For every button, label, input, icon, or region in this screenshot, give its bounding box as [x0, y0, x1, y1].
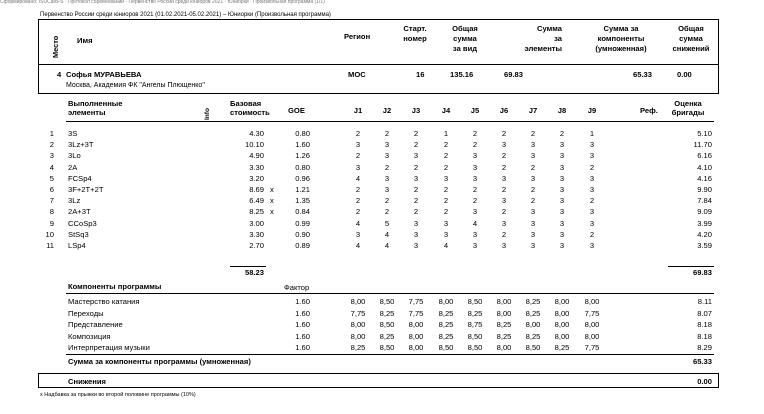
- judge-grade: 3: [559, 196, 565, 206]
- element-code: 3Lo: [68, 151, 81, 161]
- component-judge-mark: 8,00: [408, 320, 424, 330]
- judge-grade: 2: [384, 207, 390, 217]
- skater-club: Москва, Академия ФК "Ангелы Плющенко": [66, 82, 205, 89]
- judge-grade: 3: [501, 218, 507, 228]
- element-goe: 1.21: [295, 185, 310, 194]
- element-number: 7: [49, 196, 54, 206]
- elements-header-rule: [66, 121, 714, 122]
- components-sum-rule: [66, 354, 714, 355]
- element-code: 3S: [68, 129, 78, 138]
- judge-grade: 3: [559, 151, 565, 161]
- element-panel-score: 3.59: [697, 241, 712, 250]
- judge-grade: 2: [589, 162, 595, 172]
- element-goe: 0.80: [295, 162, 310, 172]
- judge-grade: 2: [384, 129, 390, 138]
- document-subtitle: Первенство России среди юниоров 2021 (01.02.2021-05.02.2021) – Юниорки (Произвольная программа): [40, 12, 331, 18]
- element-base-value: 8.25: [249, 207, 264, 217]
- col-components-sum: Сумма за компоненты (умноженная): [595, 24, 647, 53]
- top-strip: Сформировано: ISUCalcFS · Протокол соревнований · Первенство России среди юниоров 2021 · Юниорки · Произвольная программа (1/1): [0, 0, 325, 5]
- element-number: 1: [49, 129, 54, 138]
- judge-grade: 1: [589, 129, 595, 138]
- header-top-rule: [38, 19, 719, 20]
- judge-grade: 4: [472, 218, 478, 228]
- component-judge-mark: 8,25: [525, 308, 541, 318]
- judge-grade: 2: [355, 151, 361, 161]
- deductions-label: Снижения: [68, 377, 106, 386]
- skater-bottom-rule: [38, 93, 719, 94]
- judge-grade: 4: [355, 241, 361, 250]
- element-base-value: 3.30: [249, 229, 264, 239]
- judge-grade: 3: [472, 151, 478, 161]
- component-judge-mark: 8,50: [379, 320, 395, 330]
- element-panel-score: 11.70: [693, 140, 712, 150]
- component-name: Интерпретация музыки: [68, 343, 150, 353]
- judge-grade: 2: [589, 196, 595, 206]
- col-info: Info: [204, 108, 211, 120]
- judge-grade: 3: [472, 229, 478, 239]
- element-code: 3Lz+3T: [68, 140, 94, 150]
- judge-grade: 3: [355, 229, 361, 239]
- header-bottom-rule: [38, 64, 719, 65]
- judge-header: J5: [470, 106, 480, 115]
- element-base-value: 2.70: [249, 241, 264, 250]
- judge-grade: 2: [501, 162, 507, 172]
- judge-grade: 2: [501, 151, 507, 161]
- element-code: 3Lz: [68, 196, 81, 206]
- judge-grade: 2: [413, 196, 419, 206]
- judge-grade: 3: [413, 151, 419, 161]
- judge-grade: 3: [384, 185, 390, 194]
- col-referee: Реф.: [640, 106, 658, 115]
- col-panel-score: Оценка бригады: [671, 99, 705, 117]
- judge-grade: 3: [384, 173, 390, 183]
- element-number: 5: [49, 173, 54, 183]
- judge-grade: 3: [355, 140, 361, 150]
- judge-grade: 3: [530, 218, 536, 228]
- element-goe: 1.26: [295, 151, 310, 161]
- judge-grade: 2: [413, 162, 419, 172]
- component-judge-mark: 8,00: [525, 320, 541, 330]
- base-value-total: 58.23: [244, 268, 264, 277]
- judge-grade: 3: [355, 162, 361, 172]
- skater-elements: 69.83: [504, 70, 524, 79]
- judge-grade: 2: [501, 207, 507, 217]
- element-panel-score: 9.09: [697, 207, 712, 217]
- deductions-bottom-rule: [38, 387, 719, 388]
- judge-grade: 2: [472, 129, 478, 138]
- component-judge-mark: 8,00: [408, 343, 424, 353]
- element-number: 11: [46, 241, 54, 250]
- element-number: 4: [49, 162, 54, 172]
- component-judge-mark: 8,50: [467, 331, 483, 341]
- skater-region: МОС: [348, 70, 366, 79]
- component-name: Мастерство катания: [68, 297, 140, 306]
- component-judge-mark: 8,00: [584, 320, 600, 330]
- judge-grade: 5: [384, 218, 390, 228]
- element-goe: 0.96: [295, 173, 310, 183]
- judge-header: J7: [528, 106, 538, 115]
- element-panel-score: 4.20: [697, 229, 712, 239]
- ded-frame-right: [718, 373, 719, 387]
- deductions-value: 0.00: [697, 377, 712, 386]
- component-judge-mark: 8,00: [350, 331, 366, 341]
- component-judge-mark: 8,00: [438, 297, 454, 306]
- component-judge-mark: 8,00: [554, 320, 570, 330]
- component-judge-mark: 8,00: [496, 297, 512, 306]
- judge-grade: 3: [589, 151, 595, 161]
- judge-header: J8: [557, 106, 567, 115]
- element-base-value: 6.49: [249, 196, 264, 206]
- judge-header: J1: [353, 106, 363, 115]
- judge-grade: 3: [559, 229, 565, 239]
- component-factor: 1.60: [295, 331, 310, 341]
- col-elements-sum: Сумма за элементы: [524, 24, 562, 53]
- judge-grade: 3: [530, 229, 536, 239]
- component-judge-mark: 8,00: [554, 297, 570, 306]
- component-judge-mark: 8,00: [496, 308, 512, 318]
- judge-grade: 3: [589, 140, 595, 150]
- element-number: 6: [49, 185, 54, 194]
- judge-grade: 3: [589, 218, 595, 228]
- judge-grade: 2: [589, 229, 595, 239]
- component-score: 8.11: [697, 297, 712, 306]
- component-judge-mark: 7,75: [350, 308, 366, 318]
- judge-grade: 3: [530, 140, 536, 150]
- judge-grade: 2: [472, 185, 478, 194]
- component-judge-mark: 7,75: [584, 308, 600, 318]
- component-judge-mark: 8,00: [350, 320, 366, 330]
- judge-grade: 3: [559, 207, 565, 217]
- component-judge-mark: 8,50: [467, 343, 483, 353]
- elements-score-total: 69.83: [692, 268, 712, 277]
- judge-grade: 2: [472, 196, 478, 206]
- judge-grade: 2: [384, 162, 390, 172]
- col-name: Имя: [77, 36, 93, 45]
- judge-grade: 3: [559, 162, 565, 172]
- component-judge-mark: 8,25: [496, 320, 512, 330]
- judge-grade: 2: [443, 151, 449, 161]
- judge-grade: 2: [384, 196, 390, 206]
- component-judge-mark: 8,25: [350, 343, 366, 353]
- judge-grade: 2: [355, 196, 361, 206]
- element-code: LSp4: [68, 241, 86, 250]
- element-code: 2A: [68, 162, 78, 172]
- judge-grade: 2: [443, 196, 449, 206]
- judge-header: J3: [411, 106, 421, 115]
- component-judge-mark: 8,50: [525, 343, 541, 353]
- judge-grade: 2: [530, 185, 536, 194]
- element-goe: 1.60: [295, 140, 310, 150]
- judge-grade: 2: [443, 162, 449, 172]
- element-panel-score: 7.84: [697, 196, 712, 206]
- component-score: 8.18: [697, 320, 712, 330]
- component-name: Переходы: [68, 308, 104, 318]
- component-judge-mark: 8,00: [350, 297, 366, 306]
- component-judge-mark: 8,00: [554, 308, 570, 318]
- element-goe: 0.99: [295, 218, 310, 228]
- element-panel-score: 9.90: [697, 185, 712, 194]
- judge-grade: 2: [355, 129, 361, 138]
- component-judge-mark: 8,00: [408, 331, 424, 341]
- component-judge-mark: 8,25: [438, 320, 454, 330]
- element-panel-score: 3.99: [697, 218, 712, 228]
- base-total-rule: [230, 266, 266, 267]
- element-number: 3: [49, 151, 54, 161]
- skater-start-no: 16: [416, 70, 425, 79]
- component-judge-mark: 8,25: [379, 308, 395, 318]
- component-judge-mark: 8,25: [379, 331, 395, 341]
- element-base-value: 3.20: [249, 173, 264, 183]
- component-factor: 1.60: [295, 343, 310, 353]
- component-judge-mark: 8,25: [438, 308, 454, 318]
- component-score: 8.07: [697, 308, 712, 318]
- judge-grade: 4: [355, 173, 361, 183]
- element-bonus-mark: x: [270, 207, 274, 217]
- component-judge-mark: 8,25: [438, 331, 454, 341]
- element-base-value: 3.00: [249, 218, 264, 228]
- element-goe: 0.80: [295, 129, 310, 138]
- judge-grade: 2: [355, 185, 361, 194]
- judge-grade: 3: [559, 140, 565, 150]
- judge-grade: 2: [413, 140, 419, 150]
- element-goe: 0.89: [295, 241, 310, 250]
- element-number: 10: [45, 229, 54, 239]
- judge-grade: 3: [501, 173, 507, 183]
- judge-grade: 3: [384, 151, 390, 161]
- judge-grade: 2: [472, 140, 478, 150]
- score-total-rule: [668, 266, 714, 267]
- component-judge-mark: 8,00: [496, 343, 512, 353]
- judge-grade: 2: [501, 229, 507, 239]
- element-code: CCoSp3: [68, 218, 97, 228]
- skater-components: 65.33: [633, 70, 653, 79]
- judge-grade: 3: [589, 207, 595, 217]
- element-panel-score: 4.16: [697, 173, 712, 183]
- judge-grade: 3: [413, 173, 419, 183]
- components-sum-label: Сумма за компоненты программы (умноженная): [68, 357, 251, 366]
- col-total-score: Общая сумма за вид: [452, 24, 478, 53]
- element-number: 9: [49, 218, 54, 228]
- element-base-value: 8.69: [249, 185, 264, 194]
- component-judge-mark: 8,25: [496, 331, 512, 341]
- frame-left: [38, 19, 39, 94]
- judge-grade: 4: [443, 241, 449, 250]
- judge-grade: 2: [355, 207, 361, 217]
- component-score: 8.29: [697, 343, 712, 353]
- skater-name: Софья МУРАВЬЕВА: [66, 70, 142, 79]
- skater-place: 4: [57, 70, 62, 79]
- col-region: Регион: [344, 32, 371, 41]
- component-factor: 1.60: [295, 297, 310, 306]
- judge-grade: 2: [501, 185, 507, 194]
- element-panel-score: 5.10: [697, 129, 712, 138]
- judge-grade: 3: [472, 162, 478, 172]
- judge-grade: 3: [530, 207, 536, 217]
- judge-grade: 2: [530, 162, 536, 172]
- judge-grade: 3: [472, 173, 478, 183]
- component-judge-mark: 7,75: [408, 308, 424, 318]
- judge-header: J2: [382, 106, 392, 115]
- col-deductions: Общая сумма снижений: [672, 24, 710, 53]
- component-judge-mark: 8,75: [467, 320, 483, 330]
- judge-grade: 3: [589, 185, 595, 194]
- judge-grade: 3: [413, 218, 419, 228]
- element-base-value: 10.10: [244, 140, 264, 150]
- judge-grade: 1: [443, 129, 449, 138]
- components-title: Компоненты программы: [68, 282, 162, 291]
- judge-grade: 3: [413, 241, 419, 250]
- judge-grade: 3: [530, 151, 536, 161]
- judge-grade: 3: [501, 241, 507, 250]
- component-judge-mark: 8,00: [554, 331, 570, 341]
- component-judge-mark: 8,00: [584, 297, 600, 306]
- judge-grade: 3: [559, 241, 565, 250]
- judge-grade: 3: [443, 218, 449, 228]
- element-base-value: 4.90: [249, 151, 264, 161]
- element-goe: 0.84: [295, 207, 310, 217]
- judge-grade: 2: [530, 196, 536, 206]
- judge-grade: 4: [355, 218, 361, 228]
- element-goe: 0.90: [295, 229, 310, 239]
- judge-grade: 2: [530, 129, 536, 138]
- element-number: 8: [49, 207, 54, 217]
- col-start-no: Старт. номер: [403, 24, 427, 43]
- judge-grade: 2: [413, 129, 419, 138]
- judge-grade: 3: [530, 241, 536, 250]
- judge-grade: 3: [530, 173, 536, 183]
- frame-right: [718, 19, 719, 94]
- element-base-value: 3.30: [249, 162, 264, 172]
- col-base-value: Базовая стоимость: [230, 99, 270, 117]
- component-judge-mark: 7,75: [584, 343, 600, 353]
- component-factor: 1.60: [295, 308, 310, 318]
- footnote: x Надбавка за прыжки во второй половине программы (10%): [40, 392, 196, 398]
- judge-grade: 3: [559, 218, 565, 228]
- judge-grade: 2: [501, 129, 507, 138]
- judge-grade: 3: [472, 207, 478, 217]
- component-judge-mark: 8,00: [584, 331, 600, 341]
- judge-grade: 2: [443, 207, 449, 217]
- deductions-top-rule: [38, 373, 719, 374]
- element-base-value: 4.30: [249, 129, 264, 138]
- component-judge-mark: 8,25: [467, 308, 483, 318]
- element-bonus-mark: x: [270, 196, 274, 206]
- component-judge-mark: 8,50: [467, 297, 483, 306]
- skater-deductions: 0.00: [677, 70, 692, 79]
- component-name: Композиция: [68, 331, 111, 341]
- component-judge-mark: 8,50: [379, 343, 395, 353]
- judge-grade: 4: [384, 241, 390, 250]
- col-place: Место: [51, 35, 60, 58]
- judge-grade: 2: [443, 140, 449, 150]
- judge-grade: 3: [443, 173, 449, 183]
- element-code: 3F+2T+2T: [68, 185, 104, 194]
- col-goe: GOE: [288, 106, 305, 115]
- component-name: Представление: [68, 320, 123, 330]
- judge-grade: 2: [443, 185, 449, 194]
- judge-header: J4: [441, 106, 451, 115]
- element-code: FCSp4: [68, 173, 92, 183]
- component-score: 8.18: [697, 331, 712, 341]
- component-factor: 1.60: [295, 320, 310, 330]
- ded-frame-left: [38, 373, 39, 387]
- judge-grade: 3: [559, 173, 565, 183]
- components-header-rule: [66, 293, 714, 294]
- judge-grade: 4: [384, 229, 390, 239]
- element-code: StSq3: [68, 229, 89, 239]
- judge-grade: 2: [559, 129, 565, 138]
- skater-total: 135.16: [450, 70, 474, 79]
- element-panel-score: 6.16: [697, 151, 712, 161]
- col-executed-elements: Выполненные элементы: [68, 99, 123, 117]
- judge-grade: 3: [472, 241, 478, 250]
- judge-grade: 3: [384, 140, 390, 150]
- component-judge-mark: 8,25: [525, 297, 541, 306]
- components-sum-value: 65.33: [692, 357, 712, 366]
- element-code: 2A+3T: [68, 207, 91, 217]
- component-judge-mark: 8,50: [438, 343, 454, 353]
- judge-grade: 3: [443, 229, 449, 239]
- judge-header: J9: [587, 106, 597, 115]
- component-judge-mark: 8,25: [525, 331, 541, 341]
- judge-grade: 3: [589, 241, 595, 250]
- judge-grade: 3: [559, 185, 565, 194]
- judge-grade: 2: [413, 207, 419, 217]
- element-number: 2: [49, 140, 54, 150]
- judge-grade: 3: [413, 229, 419, 239]
- factor-label: Фактор: [284, 283, 310, 292]
- element-goe: 1.35: [295, 196, 310, 206]
- judge-header: J6: [499, 106, 509, 115]
- element-bonus-mark: x: [270, 185, 274, 194]
- judge-grade: 3: [589, 173, 595, 183]
- component-judge-mark: 8,25: [554, 343, 570, 353]
- component-judge-mark: 8,50: [379, 297, 395, 306]
- judge-grade: 3: [501, 196, 507, 206]
- judge-grade: 3: [501, 140, 507, 150]
- judge-grade: 2: [413, 185, 419, 194]
- component-judge-mark: 7,75: [408, 297, 424, 306]
- element-panel-score: 4.10: [697, 162, 712, 172]
